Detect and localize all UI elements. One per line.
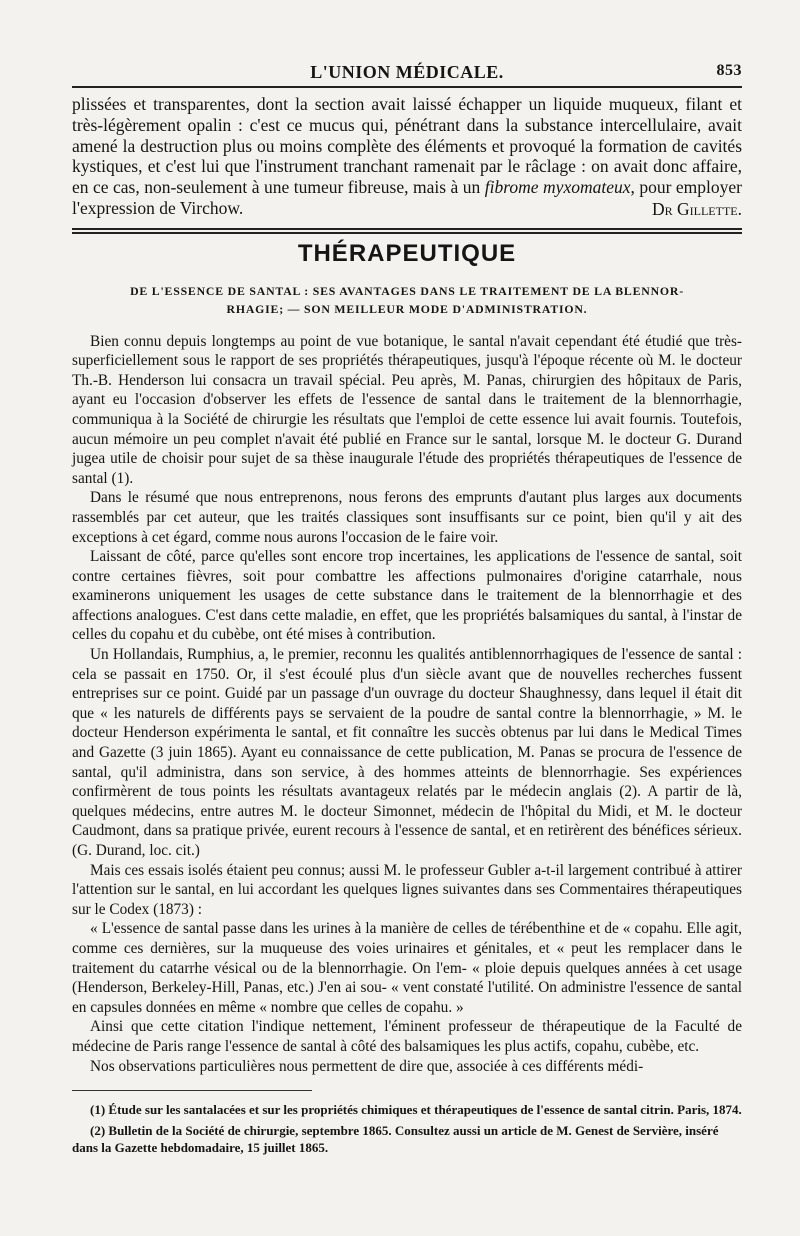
- running-header: [72, 56, 742, 86]
- section-title: THÉRAPEUTIQUE: [297, 239, 517, 267]
- paragraph: Ainsi que cette citation l'indique nettement, l'éminent professeur de thérapeutique de la Faculté de médecine de Paris range l'essence de santal à côté des balsamiques les plus actifs, copahu, cubèbe, etc.: [72, 1018, 742, 1055]
- subtitle-line-2: RHAGIE; — SON MEILLEUR MODE D'ADMINISTRATION.: [226, 301, 588, 316]
- page-number: 853: [716, 62, 742, 79]
- paragraph: Dans le résumé que nous entreprenons, nous ferons des emprunts d'autant plus larges aux documents rassemblés par cet auteur, que les traités classiques sont insuffisants sur ce point, bien qu'il y ait des exceptions à cet égard, comme nous aurons l'occasion de le faire voir.: [72, 489, 742, 546]
- author-signature: Dr Gillette.: [651, 198, 742, 219]
- intro-italic-term: fibrome myxomateux: [484, 177, 631, 198]
- section-divider: [72, 228, 742, 234]
- paragraph: Un Hollandais, Rumphius, a, le premier, reconnu les qualités antiblennorrhagiques de l'essence de santal : cela se passait en 1750. Or, il s'est écoulé plus d'un siècle avant que de nouvelles recherches fussent entreprises sur ce point. Guidé par un passage d'un ouvrage du docteur Shaughnessy, dans lequel il était dit que « les naturels de différents pays se servaient de la poudre de santal contre la blennorrhagie, » M. le docteur Henderson expérimenta le santal, et fit connaître les succès obtenus par lui dans le Medical Times and Gazette (3 juin 1865). Ayant eu connaissance de cette publication, M. Panas se procura de l'essence de santal, qu'il administra, dans son service, à des hommes atteints de blennorrhagie. Ses expériences confirmèrent de tous points les résultats avantageux relatés par le médecin anglais (2). A partir de là, quelques médecins, entre autres M. le docteur Simonnet, médecin de l'hôpital du Midi, et M. le docteur Caudmont, dans sa pratique privée, eurent recours à l'essence de santal, et en retirèrent des bénéfices sérieux. (G. Durand, loc. cit.): [72, 646, 742, 860]
- paragraph: Nos observations particulières nous permettent de dire que, associée à ces différents médi-: [90, 1057, 644, 1075]
- footnotes: [72, 1101, 742, 1156]
- block-quote: « L'essence de santal passe dans les urines à la manière de celles de térébenthine et de « copahu. Elle agit, comme ces dernières, sur la muqueuse des voies urinaires et génitales, et « peut les remplacer dans le traitement du catarrhe vésical ou de la blennorrhagie. On l'em- « ploie depuis quelques années à cet usage (Henderson, Berkeley-Hill, Panas, etc.) J'en ai sou- « vent constaté l'utilité. On administre l'essence de santal en capsules données en même « nombre que celles de copahu. »: [72, 920, 742, 1016]
- subtitle-line-1: DE L'ESSENCE DE SANTAL : SES AVANTAGES DANS LE TRAITEMENT DE LA BLENNOR-: [130, 283, 684, 298]
- footnote-2: (2) Bulletin de la Société de chirurgie, septembre 1865. Consultez aussi un article de M. Genest de Servière, inséré dans la Gazette hebdomadaire, 15 juillet 1865.: [72, 1123, 719, 1156]
- footnote-rule: [72, 1090, 312, 1091]
- header-rule: [72, 86, 742, 88]
- intro-text-end: , pour employer l'expression de Virchow.: [72, 177, 743, 218]
- paragraph: Bien connu depuis longtemps au point de vue botanique, le santal n'avait cependant été étudié que très-superficiellement sous le rapport de ses propriétés thérapeutiques, jusqu'à l'époque récente où M. le docteur Th.-B. Henderson lui consacra un travail spécial. Peu après, M. Panas, chirurgien des hôpitaux de Paris, ayant eu l'occasion d'observer les effets de l'essence de santal dans le traitement de la blennorrhagie, communiqua à la Société de chirurgie les résultats que l'emploi de cette essence lui avait fournis. Toutefois, aucun mémoire un peu complet n'avait été publié en France sur le santal, lorsque M. le docteur G. Durand jugea utile de choisir pour sujet de sa thèse inaugurale l'étude des propriétés thérapeutiques de l'essence de santal (1).: [72, 332, 742, 487]
- intro-text: plissées et transparentes, dont la section avait laissé échapper un liquide muqueux, filant et très-légèrement opalin : c'est ce mucus qui, pénétrant dans la substance intercellulaire, avait amené la destruction plus ou moins complète des éléments et provoqué la formation de cavités kystiques, et c'est lui que l'instrument tranchant ramenait par le râclage : on avait donc affaire, en ce cas, non-seulement à une tumeur fibreuse, mais à un: [72, 94, 742, 198]
- intro-paragraph: [72, 94, 742, 220]
- journal-title: L'UNION MÉDICALE.: [310, 62, 504, 82]
- footnote-1: (1) Étude sur les santalacées et sur les propriétés chimiques et thérapeutiques de l'essence de santal citrin. Paris, 1874.: [90, 1102, 742, 1118]
- paragraph: Mais ces essais isolés étaient peu connus; aussi M. le professeur Gubler a-t-il largement contribué à attirer l'attention sur le santal, en lui accordant les quelques lignes suivantes dans ses Commentaires thérapeutiques sur le Codex (1873) :: [72, 861, 742, 918]
- article-subtitle: [72, 282, 742, 318]
- paragraph: Laissant de côté, parce qu'elles sont encore trop incertaines, les applications de l'essence de santal, soit contre certaines fièvres, soit pour combattre les affections pulmonaires d'origine catarrhale, nous examinerons uniquement les usages de cette substance dans le traitement de la blennorrhagie et des affections analogues. C'est dans cette maladie, en effet, que les propriétés balsamiques du santal, à l'instar de celles du copahu et du cubèbe, ont été mises à contribution.: [72, 548, 742, 644]
- article-body: [72, 332, 742, 1077]
